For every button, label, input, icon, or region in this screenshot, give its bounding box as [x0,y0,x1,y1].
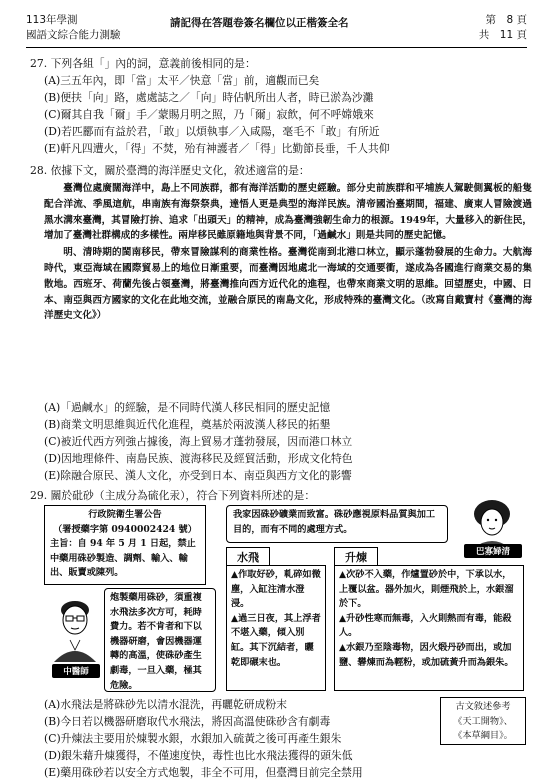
option-e[interactable]: (E)軒凡四遭火，「得」不焚，殆有神護者／「得」比勤節長垂，千人共仰 [44,142,390,155]
widow-icon [460,498,524,548]
water-fly-step: ▲作取好砂，軋碎如微塵，入缸注清水澄浸。 [231,569,321,610]
source-note-box [440,697,526,745]
source-note-line: 古文敘述參考 [455,701,511,712]
option-c[interactable]: (C)升煉法主要用於煉製水銀，水銀加入硫黃之後可再產生銀朱 [44,732,342,745]
source-note-line: 《天工開物》、 [453,715,513,727]
question-stem: 29. 關於砒砂（主成分為硫化汞），符合下列資料所述的是： [30,489,316,502]
question-29-options [30,696,430,781]
question-27 [30,55,530,157]
option-e[interactable]: (E)藥用硃砂若以安全方式炮製，非全不可用，但臺灣目前完全禁用 [44,766,363,779]
signature-notice: 請記得在答題卷簽名欄位以正楷簽全名 [170,17,349,29]
sublimation-steps-box [334,565,524,691]
passage-paragraph: 臺灣位處廣闊海洋中，島上不同族群，都有海洋活動的歷史經驗。部分史前族群和平埔族人駕駛側翼板的船隻配合洋流、季風這航，串南族有海祭祭典，達悟人更是典型的海洋民族。清帝國治臺期間，福建、廣東人冒險渡過黑水溝來臺灣，其冒險打拚、追求「出頭天」的精神，成為臺灣強韌生命力的根源。1949年，大量移入的新住民，增加了臺灣社群構成的多樣性。兩岸移民雖原籍地與背景不同，「過鹹水」則是共同的歷史記憶。 [44,183,532,242]
header-left [26,13,121,43]
doctor-speech-bubble: 炮製藥用硃砂，須重複水飛法多次方可，耗時費力。若不肯者和下以機器研磨，會因機器運轉的高溫，使硃砂產生劇毒，一旦入藥，極其危險。 [104,588,216,692]
exam-year: 113年學測 [26,14,78,26]
section-water-fly: 水飛 [226,547,270,567]
option-a[interactable]: (A)水飛法是將硃砂先以清水混洗，再曬乾研成粉末 [44,698,287,711]
option-d[interactable]: (D)因地理條件、南島民族、渡海移民及經貿活動，形成文化特色 [44,452,353,465]
page-total: 共 11 頁 [478,29,527,41]
page-number: 第 8 頁 [485,14,527,26]
notice-body: 主旨：自 94 年 5 月 1 日起，禁止中藥用硃砂製造、調劑、輸入、輸出、販賣或陳列。 [50,538,196,579]
notice-title: 行政院衛生署公告 [88,509,162,520]
option-b[interactable]: (B)商業文明思維與近代化進程，奠基於兩波漢人移民的拓墾 [44,418,331,431]
sublimation-step: ▲升砂性寒而無毒，入火則熱而有毒，能殺人。 [339,612,512,639]
header-right [479,13,527,43]
question-28 [30,162,530,179]
source-note-line: 《本草綱目》。 [453,730,513,742]
option-c[interactable]: (C)被近代西方列強占據後，海上貿易才蓬勃發展，因而港口林立 [44,435,353,448]
government-notice-box [44,505,206,585]
header-divider [26,47,527,48]
doctor-portrait [48,598,102,668]
water-fly-steps-box [226,565,326,691]
widow-speech-bubble: 我家因硃砂礦業而致富。硃砂應視原料品質與加工目的，而有不同的處理方式。 [226,505,448,543]
exam-subject: 國語文綜合能力測驗 [26,29,121,41]
passage-paragraph: 明、清時期的閩南移民，帶來冒險謀利的商業性格。臺灣從南到北港口林立，顯示蓬勃發展的生命力。大航海時代，東亞海域在國際貿易上的地位日漸重要，而臺灣因地處北一海域的交通要衝，遂成為各國進行商業交易的集散地。西班牙、荷蘭先後占領臺灣，將臺灣推向西方近代化的進程，也帶來商業文明的思維。回望歷史，中國、日本、南亞與西方國家的文化在此地交流，並融合原民的南島文化，形成特殊的臺灣文化。（改寫自戴寶村《臺灣的海洋歷史文化》） [44,247,532,322]
question-29 [30,487,530,504]
option-a[interactable]: (A)「過鹹水」的經驗，是不同時代漢人移民相同的歷史記憶 [44,401,331,414]
question-28-options [30,399,530,484]
widow-nameplate: 巴寡婦清 [464,544,522,558]
option-b[interactable]: (B)今日若以機器研磨取代水飛法，將因高溫使硃砂含有劇毒 [44,715,331,728]
question-stem: 28. 依據下文，關於臺灣的海洋歷史文化，敘述適當的是： [30,164,310,177]
option-e[interactable]: (E)除融合原民、漢人文化，亦受到日本、南亞與西方文化的影響 [44,469,352,482]
passage-28 [44,181,532,325]
option-a[interactable]: (A)三五年內，即「當」太平／快意「當」前，適觀而已矣 [44,74,320,87]
doctor-icon [48,598,102,662]
water-fly-step: ▲過三日夜，其上浮者不堪入藥，傾入別缸。其下沉結者，曬乾即碾末也。 [231,612,321,668]
sublimation-step: ▲水銀乃至陰毒物，因火煅丹砂而出，或加鹽、礬煉而為輕粉，或加硫黃升而為銀朱。 [339,641,514,668]
notice-doc-number: （署授藥字第 0940002424 號） [53,523,197,535]
option-d[interactable]: (D)銀朱藉升煉獲得，不僅速度快，毒性也比水飛法獲得的頭朱低 [44,749,353,762]
section-sublimation: 升煉 [334,547,378,567]
doctor-nameplate: 中醫師 [52,664,100,678]
question-stem: 27. 下列各組「」內的詞，意義前後相同的是： [30,57,256,70]
sublimation-step: ▲次砂不入藥，作爐置砂於中，下承以水，上覆以盆。器外加火，則煙飛於上，水銀溜於下。 [339,569,514,610]
option-c[interactable]: (C)爾其自我「爾」手／蒙賜月明之照，乃「爾」寂飲，何不呼嫦娥來 [44,108,374,121]
option-d[interactable]: (D)若匹酈而有益於君，「敢」以煩執事／入咸陽，毫毛不「敢」有所近 [44,125,380,138]
option-b[interactable]: (B)便扶「向」路，處處誌之／「向」時佔帆所出人者，時已淤為沙灘 [44,91,374,104]
